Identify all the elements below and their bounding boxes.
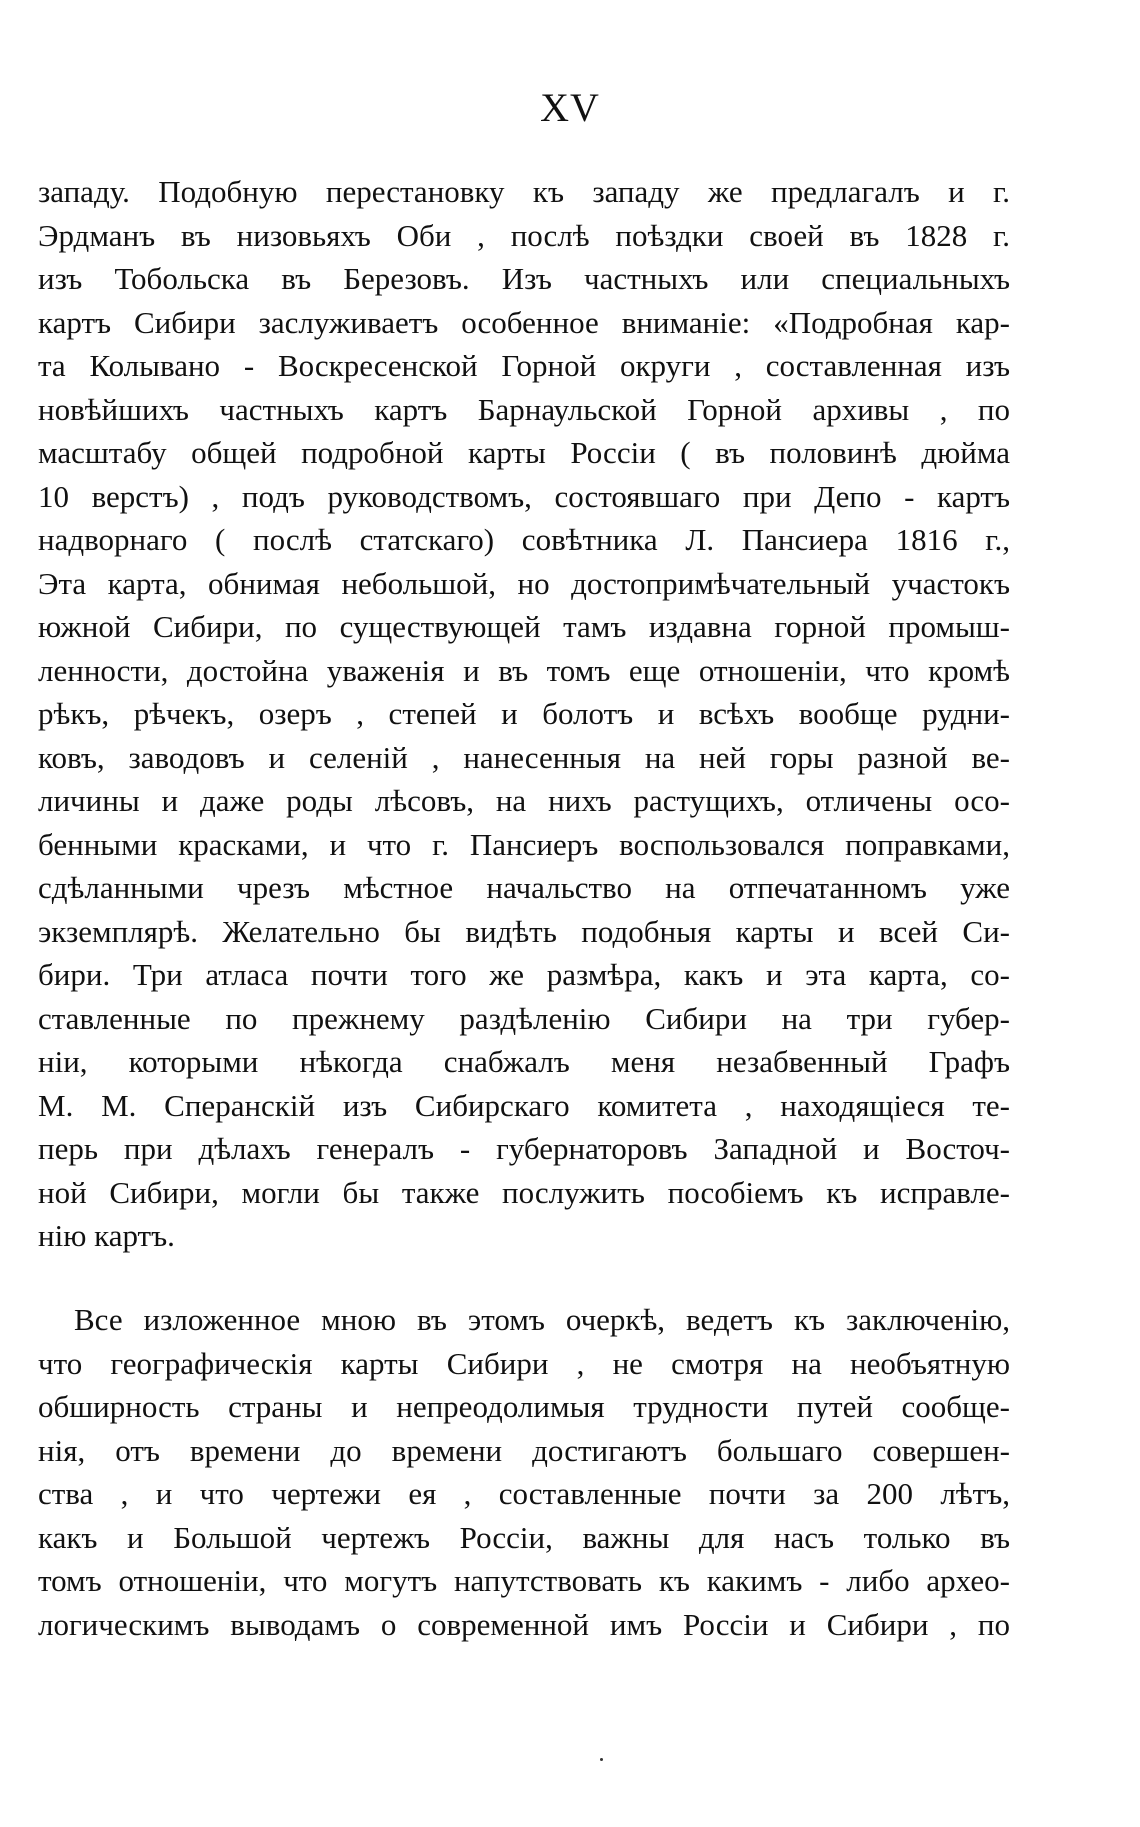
text-line: бири. Три атласа почти того же размѣра, какъ и эта карта, со- bbox=[38, 957, 1010, 992]
text-line: перь при дѣлахъ генералъ - губернаторовъ Западной и Восточ- bbox=[38, 1131, 1010, 1166]
page-number: XV bbox=[540, 85, 600, 130]
text-line: ніи, которыми нѣкогда снабжалъ меня незабвенный Графъ bbox=[38, 1044, 1010, 1079]
text-line: экземплярѣ. Желательно бы видѣть подобныя карты и всей Си- bbox=[38, 913, 1010, 949]
text-line: личины и даже роды лѣсовъ, на нихъ растущихъ, отличены осо- bbox=[38, 783, 1010, 818]
text-line: нію картъ. bbox=[38, 1218, 175, 1253]
text-line: картъ Сибири заслуживаетъ особенное вниманіе: «Подробная кар- bbox=[38, 304, 1010, 340]
text-line: томъ отношеніи, что могутъ напутствовать къ какимъ - либо архео- bbox=[38, 1563, 1010, 1598]
text-line: Эта карта, обнимая небольшой, но достопримѣчательный участокъ bbox=[38, 565, 1010, 601]
text-line: ставленные по прежнему раздѣленію Сибири на три губер- bbox=[38, 1000, 1010, 1036]
text-line: что географическія карты Сибири , не смотря на необъятную bbox=[38, 1345, 1010, 1381]
text-line: ства , и что чертежи ея , составленные почти за 200 лѣтъ, bbox=[38, 1476, 1010, 1511]
paragraph-1 bbox=[38, 170, 1010, 1258]
text-line: нія, отъ времени до времени достигаютъ большаго совершен- bbox=[38, 1432, 1010, 1468]
text-line: какъ и Большой чертежъ Россіи, важны для насъ только въ bbox=[38, 1519, 1010, 1555]
text-line: ковъ, заводовъ и селеній , нанесенныя на ней горы разной ве- bbox=[38, 739, 1010, 775]
text-line: ленности, достойна уваженія и въ томъ еще отношеніи, что кромѣ bbox=[38, 652, 1010, 688]
print-speck bbox=[600, 1758, 603, 1761]
text-line: Эрдманъ въ низовьяхъ Оби , послѣ поѣздки своей въ 1828 г. bbox=[38, 217, 1010, 253]
text-line: та Колывано - Воскресенской Горной округи , составленная изъ bbox=[38, 348, 1010, 383]
text-line: 10 верстъ) , подъ руководствомъ, состоявшаго при Депо - картъ bbox=[38, 478, 1010, 514]
paragraph-2 bbox=[38, 1298, 1010, 1646]
text-line: рѣкъ, рѣчекъ, озеръ , степей и болотъ и всѣхъ вообще рудни- bbox=[38, 696, 1010, 731]
text-line: обширность страны и непреодолимыя трудности путей сообще- bbox=[38, 1389, 1010, 1424]
text-line: логическимъ выводамъ о современной имъ Россіи и Сибири , по bbox=[38, 1606, 1010, 1642]
text-line: бенными красками, и что г. Пансиеръ воспользовался поправками, bbox=[38, 826, 1010, 862]
text-line: Все изложенное мною въ этомъ очеркѣ, ведетъ къ заключенію, bbox=[74, 1302, 1010, 1337]
text-line: М. М. Сперанскій изъ Сибирскаго комитета , находящіеся те- bbox=[38, 1087, 1010, 1123]
text-line: ной Сибири, могли бы также послужить пособіемъ къ исправле- bbox=[38, 1174, 1010, 1210]
text-line: масштабу общей подробной карты Россіи ( въ половинѣ дюйма bbox=[38, 435, 1010, 470]
text-line: изъ Тобольска въ Березовъ. Изъ частныхъ или специальныхъ bbox=[38, 261, 1010, 296]
text-line: западу. Подобную перестановку къ западу же предлагалъ и г. bbox=[38, 174, 1010, 209]
text-line: новѣйшихъ частныхъ картъ Барнаульской Горной архивы , по bbox=[38, 391, 1010, 427]
text-line: сдѣланными чрезъ мѣстное начальство на отпечатанномъ уже bbox=[38, 870, 1010, 905]
text-line: южной Сибири, по существующей тамъ издавна горной промыш- bbox=[38, 609, 1010, 644]
text-line: надворнаго ( послѣ статскаго) совѣтника Л. Пансиера 1816 г., bbox=[38, 522, 1010, 557]
